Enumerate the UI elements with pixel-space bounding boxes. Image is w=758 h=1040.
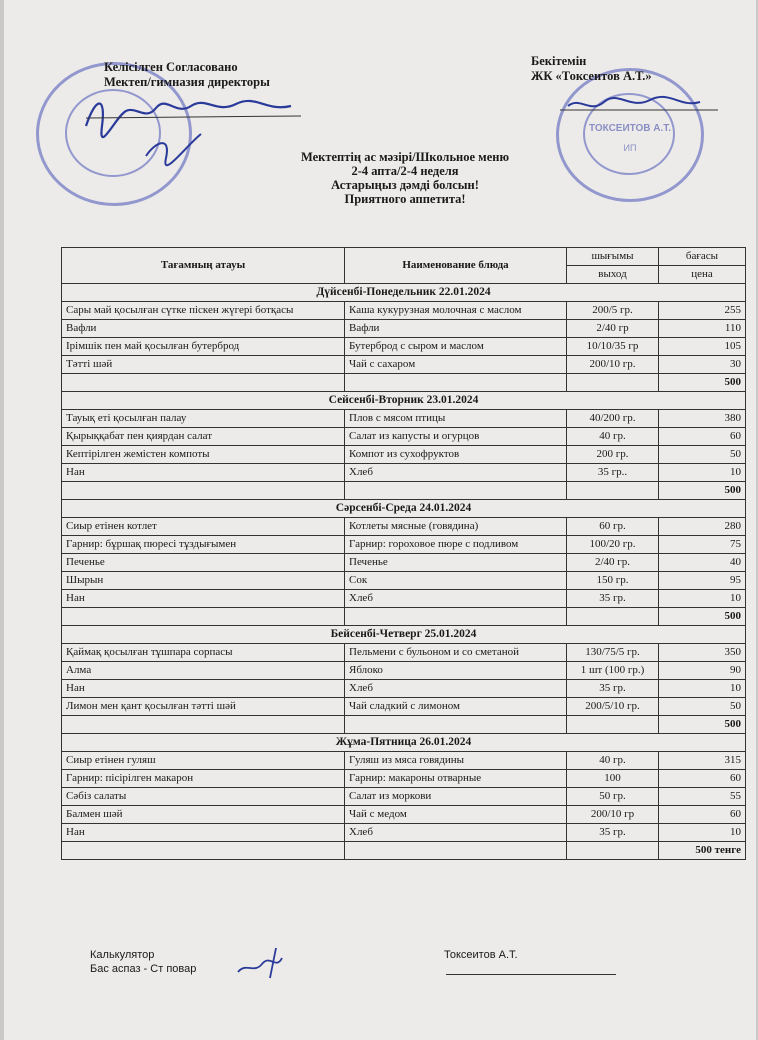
dish-name-kz: Қырыққабат пен қиярдан салат bbox=[62, 428, 345, 446]
menu-item-row bbox=[62, 572, 746, 590]
col-header-name-kz: Тағамның атауы bbox=[62, 248, 345, 284]
dish-price: 10 bbox=[659, 590, 746, 608]
day-title: Дүйсенбі-Понедельник 22.01.2024 bbox=[62, 284, 746, 302]
menu-item-row bbox=[62, 410, 746, 428]
col-header-price-ru: цена bbox=[659, 266, 746, 284]
menu-item-row bbox=[62, 590, 746, 608]
menu-table bbox=[61, 247, 746, 860]
dish-name-kz: Нан bbox=[62, 680, 345, 698]
dish-price: 50 bbox=[659, 446, 746, 464]
dish-name-kz: Сиыр етінен котлет bbox=[62, 518, 345, 536]
dish-name-kz: Вафли bbox=[62, 320, 345, 338]
day-total-row bbox=[62, 374, 746, 392]
stamp-name: ТОКСЕИТОВ А.Т. bbox=[588, 123, 672, 134]
director-label: Мектеп/гимназия директоры bbox=[104, 75, 270, 89]
empty-cell bbox=[62, 608, 345, 626]
dish-name-ru: Хлеб bbox=[345, 590, 567, 608]
dish-price: 60 bbox=[659, 770, 746, 788]
menu-item-row bbox=[62, 464, 746, 482]
empty-cell bbox=[62, 716, 345, 734]
dish-output: 35 гр. bbox=[567, 680, 659, 698]
dish-name-ru: Гуляш из мяса говядины bbox=[345, 752, 567, 770]
dish-name-kz: Сары май қосылған сүтке піскен жүгері ботқасы bbox=[62, 302, 345, 320]
menu-item-row bbox=[62, 644, 746, 662]
empty-cell bbox=[567, 842, 659, 860]
dish-price: 60 bbox=[659, 428, 746, 446]
menu-item-row bbox=[62, 302, 746, 320]
dish-output: 50 гр. bbox=[567, 788, 659, 806]
dish-name-ru: Каша кукурузная молочная с маслом bbox=[345, 302, 567, 320]
col-header-output-kz: шығымы bbox=[567, 248, 659, 266]
dish-price: 10 bbox=[659, 464, 746, 482]
dish-price: 280 bbox=[659, 518, 746, 536]
dish-output: 1 шт (100 гр.) bbox=[567, 662, 659, 680]
confirm-block bbox=[531, 54, 652, 84]
empty-cell bbox=[345, 482, 567, 500]
confirm-signature bbox=[560, 92, 720, 122]
dish-price: 90 bbox=[659, 662, 746, 680]
dish-name-kz: Нан bbox=[62, 590, 345, 608]
dish-output: 60 гр. bbox=[567, 518, 659, 536]
col-header-output-ru: выход bbox=[567, 266, 659, 284]
empty-cell bbox=[345, 716, 567, 734]
dish-name-kz: Сәбіз салаты bbox=[62, 788, 345, 806]
dish-name-ru: Гарнир: гороховое пюре с подливом bbox=[345, 536, 567, 554]
dish-output: 40 гр. bbox=[567, 752, 659, 770]
empty-cell bbox=[62, 374, 345, 392]
day-total: 500 bbox=[659, 374, 746, 392]
dish-price: 40 bbox=[659, 554, 746, 572]
dish-output: 200/10 гр. bbox=[567, 356, 659, 374]
menu-item-row bbox=[62, 806, 746, 824]
dish-price: 95 bbox=[659, 572, 746, 590]
dish-output: 150 гр. bbox=[567, 572, 659, 590]
dish-name-ru: Гарнир: макароны отварные bbox=[345, 770, 567, 788]
menu-item-row bbox=[62, 518, 746, 536]
menu-item-row bbox=[62, 824, 746, 842]
chef-label: Бас аспаз - Ст повар bbox=[90, 963, 197, 975]
menu-item-row bbox=[62, 554, 746, 572]
dish-name-kz: Шырын bbox=[62, 572, 345, 590]
day-title: Сәрсенбі-Среда 24.01.2024 bbox=[62, 500, 746, 518]
dish-name-kz: Нан bbox=[62, 464, 345, 482]
empty-cell bbox=[567, 716, 659, 734]
dish-price: 75 bbox=[659, 536, 746, 554]
empty-cell bbox=[62, 842, 345, 860]
menu-item-row bbox=[62, 536, 746, 554]
dish-output: 200/5/10 гр. bbox=[567, 698, 659, 716]
menu-item-row bbox=[62, 338, 746, 356]
dish-output: 100/20 гр. bbox=[567, 536, 659, 554]
signature-line bbox=[446, 974, 616, 975]
menu-item-row bbox=[62, 698, 746, 716]
day-header-row bbox=[62, 284, 746, 302]
empty-cell bbox=[345, 842, 567, 860]
menu-item-row bbox=[62, 320, 746, 338]
dish-price: 10 bbox=[659, 680, 746, 698]
dish-name-ru: Чай сладкий с лимоном bbox=[345, 698, 567, 716]
menu-item-row bbox=[62, 752, 746, 770]
empty-cell bbox=[345, 374, 567, 392]
dish-name-kz: Гарнир: пісірілген макарон bbox=[62, 770, 345, 788]
col-header-name-ru: Наименование блюда bbox=[345, 248, 567, 284]
calc-label: Калькулятор bbox=[90, 949, 155, 961]
empty-cell bbox=[62, 482, 345, 500]
chef-signature bbox=[232, 944, 302, 984]
dish-output: 2/40 гр. bbox=[567, 554, 659, 572]
day-total-row bbox=[62, 482, 746, 500]
menu-item-row bbox=[62, 662, 746, 680]
dish-name-ru: Компот из сухофруктов bbox=[345, 446, 567, 464]
col-header-price-kz: бағасы bbox=[659, 248, 746, 266]
dish-name-ru: Вафли bbox=[345, 320, 567, 338]
stamp-type: ИП bbox=[623, 143, 637, 153]
day-header-row bbox=[62, 500, 746, 518]
empty-cell bbox=[567, 482, 659, 500]
day-total-row bbox=[62, 716, 746, 734]
empty-cell bbox=[345, 608, 567, 626]
footer-right bbox=[444, 948, 518, 962]
day-total-row bbox=[62, 842, 746, 860]
menu-item-row bbox=[62, 770, 746, 788]
dish-name-kz: Лимон мен қант қосылған тәтті шәй bbox=[62, 698, 345, 716]
empty-cell bbox=[567, 374, 659, 392]
signer-name: Токсеитов А.Т. bbox=[444, 949, 518, 961]
dish-output: 100 bbox=[567, 770, 659, 788]
title-line-3: Астарыңыз дәмді болсын! bbox=[331, 178, 479, 192]
day-total: 500 bbox=[659, 716, 746, 734]
dish-name-ru: Плов с мясом птицы bbox=[345, 410, 567, 428]
menu-item-row bbox=[62, 788, 746, 806]
dish-price: 315 bbox=[659, 752, 746, 770]
dish-price: 110 bbox=[659, 320, 746, 338]
menu-item-row bbox=[62, 680, 746, 698]
dish-name-kz: Кептірілген жемістен компоты bbox=[62, 446, 345, 464]
dish-output: 40/200 гр. bbox=[567, 410, 659, 428]
dish-price: 255 bbox=[659, 302, 746, 320]
dish-output: 35 гр. bbox=[567, 824, 659, 842]
dish-price: 10 bbox=[659, 824, 746, 842]
dish-name-ru: Печенье bbox=[345, 554, 567, 572]
dish-name-ru: Пельмени с бульоном и со сметаной bbox=[345, 644, 567, 662]
dish-output: 200/5 гр. bbox=[567, 302, 659, 320]
footer-left bbox=[90, 948, 196, 976]
menu-item-row bbox=[62, 356, 746, 374]
dish-price: 105 bbox=[659, 338, 746, 356]
day-header-row bbox=[62, 734, 746, 752]
menu-item-row bbox=[62, 446, 746, 464]
day-total: 500 bbox=[659, 482, 746, 500]
dish-name-ru: Хлеб bbox=[345, 824, 567, 842]
dish-name-kz: Гарнир: бұршақ пюресі тұздығымен bbox=[62, 536, 345, 554]
dish-name-kz: Ірімшік пен май қосылған бутерброд bbox=[62, 338, 345, 356]
day-title: Сейсенбі-Вторник 23.01.2024 bbox=[62, 392, 746, 410]
dish-price: 350 bbox=[659, 644, 746, 662]
dish-name-ru: Хлеб bbox=[345, 464, 567, 482]
dish-output: 130/75/5 гр. bbox=[567, 644, 659, 662]
dish-output: 35 гр.. bbox=[567, 464, 659, 482]
dish-name-kz: Балмен шәй bbox=[62, 806, 345, 824]
confirm-label: Бекітемін bbox=[531, 54, 587, 68]
dish-output: 40 гр. bbox=[567, 428, 659, 446]
approved-label: Келісілген Согласовано bbox=[104, 60, 238, 74]
dish-output: 200 гр. bbox=[567, 446, 659, 464]
dish-output: 10/10/35 гр bbox=[567, 338, 659, 356]
dish-name-ru: Салат из капусты и огурцов bbox=[345, 428, 567, 446]
dish-name-kz: Нан bbox=[62, 824, 345, 842]
company-seal-stamp bbox=[556, 68, 704, 202]
dish-name-kz: Алма bbox=[62, 662, 345, 680]
day-title: Бейсенбі-Четверг 25.01.2024 bbox=[62, 626, 746, 644]
dish-name-kz: Қаймақ қосылған тұшпара сорпасы bbox=[62, 644, 345, 662]
dish-output: 35 гр. bbox=[567, 590, 659, 608]
dish-price: 55 bbox=[659, 788, 746, 806]
dish-name-kz: Тәтті шәй bbox=[62, 356, 345, 374]
dish-name-ru: Сок bbox=[345, 572, 567, 590]
title-line-4: Приятного аппетита! bbox=[344, 192, 466, 206]
dish-name-ru: Хлеб bbox=[345, 680, 567, 698]
dish-name-ru: Котлеты мясные (говядина) bbox=[345, 518, 567, 536]
dish-name-kz: Сиыр етінен гуляш bbox=[62, 752, 345, 770]
dish-price: 380 bbox=[659, 410, 746, 428]
dish-output: 200/10 гр bbox=[567, 806, 659, 824]
empty-cell bbox=[567, 608, 659, 626]
dish-name-ru: Салат из моркови bbox=[345, 788, 567, 806]
dish-output: 2/40 гр bbox=[567, 320, 659, 338]
menu-item-row bbox=[62, 428, 746, 446]
day-total: 500 bbox=[659, 608, 746, 626]
title-line-1: Мектептің ас мәзірі/Школьное меню bbox=[300, 150, 509, 164]
confirm-org: ЖК «Токсеитов А.Т.» bbox=[531, 69, 652, 83]
dish-price: 30 bbox=[659, 356, 746, 374]
dish-name-ru: Чай с сахаром bbox=[345, 356, 567, 374]
title-line-2: 2-4 апта/2-4 неделя bbox=[351, 164, 459, 178]
day-header-row bbox=[62, 392, 746, 410]
dish-price: 50 bbox=[659, 698, 746, 716]
dish-price: 60 bbox=[659, 806, 746, 824]
menu-titles bbox=[250, 150, 560, 206]
day-header-row bbox=[62, 626, 746, 644]
dish-name-ru: Яблоко bbox=[345, 662, 567, 680]
dish-name-kz: Печенье bbox=[62, 554, 345, 572]
day-total: 500 тенге bbox=[659, 842, 746, 860]
day-total-row bbox=[62, 608, 746, 626]
dish-name-ru: Чай с медом bbox=[345, 806, 567, 824]
day-title: Жұма-Пятница 26.01.2024 bbox=[62, 734, 746, 752]
dish-name-kz: Тауық еті қосылған палау bbox=[62, 410, 345, 428]
dish-name-ru: Бутерброд с сыром и маслом bbox=[345, 338, 567, 356]
